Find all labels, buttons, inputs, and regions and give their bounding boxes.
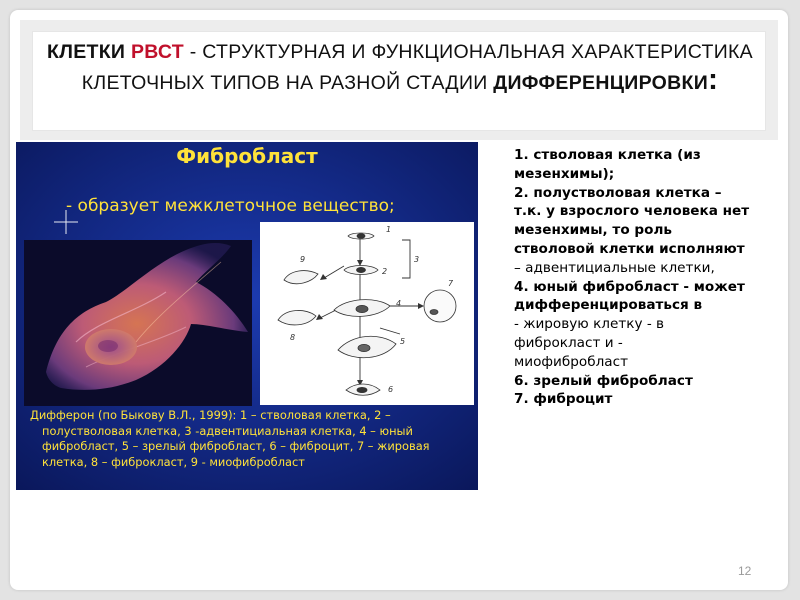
side-line: мезенхимы); [514,165,615,182]
diagram-num-3: 3 [414,255,420,264]
title-part-3: ДИФФЕРЕНЦИРОВКИ [493,72,709,94]
panel-caption [30,408,470,470]
side-line: миофибробласт [514,353,628,370]
page-number: 12 [738,564,752,578]
side-line: 6. зрелый фибробласт [514,372,693,389]
fibroblast-micrograph [24,240,252,406]
side-line: – адвентициальные клетки, [514,259,715,276]
fibroblast-image-panel [16,142,478,490]
caption-line: клетка, 8 – фиброкласт, 9 - миофибробласт [42,454,305,469]
differon-schema [260,222,474,405]
diagram-num-7: 7 [448,279,454,288]
diagram-num-9: 9 [300,255,306,264]
side-line: т.к. у взрослого человека нет [514,203,750,220]
caption-line: Дифферон (по Быкову В.Л., 1999): 1 – стволовая клетка, 2 – [30,408,391,422]
diagram-num-6: 6 [388,385,394,394]
diagram-num-8: 8 [290,333,296,342]
slide-title [40,38,760,97]
diagram-num-5: 5 [400,337,406,346]
diagram-num-4: 4 [396,299,402,308]
side-line: стволовой клетки исполняют [514,240,745,257]
title-accent: РВСТ [130,41,185,63]
panel-title: Фибробласт [176,144,318,168]
side-description [514,146,784,409]
side-line: мезенхимы, то роль [514,222,673,239]
caption-line: фибробласт, 5 – зрелый фибробласт, 6 – фиброцит, 7 – жировая [42,439,430,453]
title-part-2: - СТРУКТУРНАЯ И ФУНКЦИОНАЛЬНАЯ ХАРАКТЕРИСТИКА КЛЕТОЧНЫХ ТИПОВ НА РАЗНОЙ СТАДИИ [81,41,753,94]
diagram-num-1: 1 [386,225,392,234]
diagram-num-2: 2 [382,267,388,276]
side-line: 4. юный фибробласт - может [514,278,745,295]
side-line: дифференцироваться в [514,297,703,314]
title-colon: : [708,63,719,96]
side-line: 7. фиброцит [514,391,613,408]
differon-diagram [260,222,474,405]
caption-line: полустволовая клетка, 3 -адвентициальная клетка, 4 – юный [42,423,413,438]
title-part-1: КЛЕТКИ [47,41,131,63]
side-line: - жировую клетку - в [514,316,665,333]
side-line: 1. стволовая клетка (из [514,147,701,163]
side-line: 2. полустволовая клетка – [514,184,722,201]
panel-subtitle: - образует межклеточное вещество; [66,196,395,216]
side-line: фиброкласт и - [514,334,623,351]
